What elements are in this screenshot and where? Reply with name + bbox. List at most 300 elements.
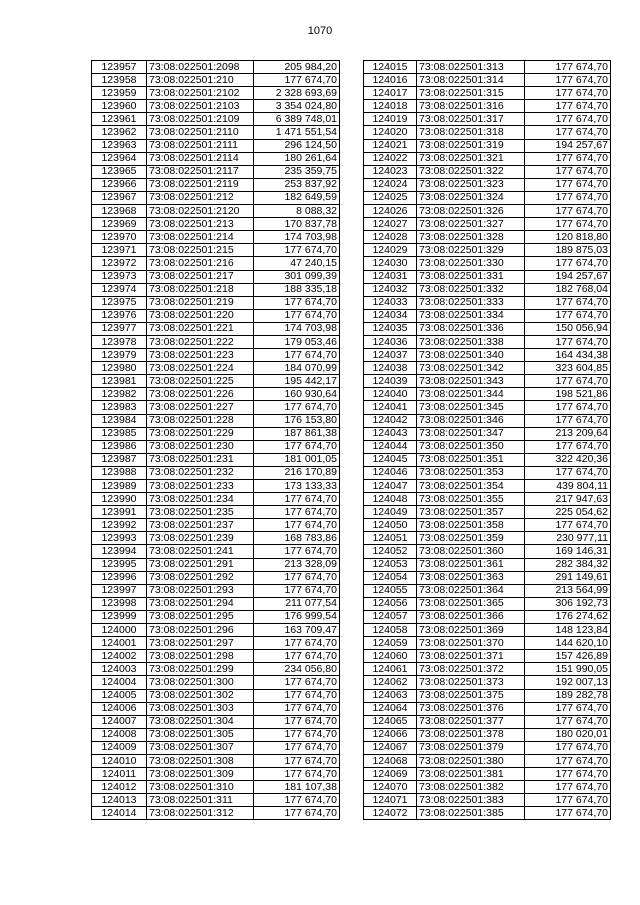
value-cell: 177 674,70 bbox=[525, 165, 611, 178]
value-cell: 194 257,67 bbox=[525, 139, 611, 152]
table-row bbox=[364, 87, 611, 100]
table-row bbox=[92, 466, 340, 479]
value-cell: 211 077,54 bbox=[254, 597, 340, 610]
table-row bbox=[92, 139, 340, 152]
cadastral-number-cell: 73:08:022501:305 bbox=[147, 728, 254, 741]
record-number-cell: 123982 bbox=[92, 388, 147, 401]
table-row bbox=[364, 244, 611, 257]
record-number-cell: 124025 bbox=[364, 191, 417, 204]
record-number-cell: 124020 bbox=[364, 126, 417, 139]
table-row bbox=[92, 637, 340, 650]
record-number-cell: 124009 bbox=[92, 741, 147, 754]
cadastral-number-cell: 73:08:022501:230 bbox=[147, 440, 254, 453]
table-row bbox=[364, 362, 611, 375]
record-number-cell: 124047 bbox=[364, 480, 417, 493]
table-row bbox=[92, 597, 340, 610]
cadastral-number-cell: 73:08:022501:382 bbox=[417, 781, 525, 794]
table-row bbox=[92, 113, 340, 126]
value-cell: 439 804,11 bbox=[525, 480, 611, 493]
record-number-cell: 124069 bbox=[364, 768, 417, 781]
table-row bbox=[92, 715, 340, 728]
record-number-cell: 124068 bbox=[364, 754, 417, 767]
record-number-cell: 124038 bbox=[364, 362, 417, 375]
cadastral-number-cell: 73:08:022501:297 bbox=[147, 637, 254, 650]
table-row bbox=[92, 152, 340, 165]
record-number-cell: 123970 bbox=[92, 231, 147, 244]
record-number-cell: 124049 bbox=[364, 506, 417, 519]
record-number-cell: 124013 bbox=[92, 794, 147, 807]
table-row bbox=[92, 440, 340, 453]
value-cell: 282 384,32 bbox=[525, 558, 611, 571]
value-cell: 177 674,70 bbox=[254, 349, 340, 362]
cadastral-number-cell: 73:08:022501:219 bbox=[147, 296, 254, 309]
record-number-cell: 124027 bbox=[364, 218, 417, 231]
table-row bbox=[364, 650, 611, 663]
cadastral-number-cell: 73:08:022501:2114 bbox=[147, 152, 254, 165]
cadastral-number-cell: 73:08:022501:215 bbox=[147, 244, 254, 257]
value-cell: 177 674,70 bbox=[525, 401, 611, 414]
table-row bbox=[92, 558, 340, 571]
table-row bbox=[364, 205, 611, 218]
table-row bbox=[364, 427, 611, 440]
value-cell: 296 124,50 bbox=[254, 139, 340, 152]
table-row bbox=[92, 100, 340, 113]
value-cell: 177 674,70 bbox=[525, 807, 611, 820]
cadastral-number-cell: 73:08:022501:357 bbox=[417, 506, 525, 519]
record-number-cell: 124039 bbox=[364, 375, 417, 388]
record-number-cell: 124006 bbox=[92, 702, 147, 715]
cadastral-number-cell: 73:08:022501:291 bbox=[147, 558, 254, 571]
table-row bbox=[364, 781, 611, 794]
value-cell: 177 674,70 bbox=[254, 244, 340, 257]
record-number-cell: 123967 bbox=[92, 191, 147, 204]
cadastral-number-cell: 73:08:022501:308 bbox=[147, 754, 254, 767]
cadastral-number-cell: 73:08:022501:2103 bbox=[147, 100, 254, 113]
table-row bbox=[92, 270, 340, 283]
cadastral-number-cell: 73:08:022501:220 bbox=[147, 309, 254, 322]
value-cell: 177 674,70 bbox=[254, 309, 340, 322]
cadastral-number-cell: 73:08:022501:316 bbox=[417, 100, 525, 113]
cadastral-number-cell: 73:08:022501:355 bbox=[417, 493, 525, 506]
table-row bbox=[364, 191, 611, 204]
table-row bbox=[364, 610, 611, 623]
table-row bbox=[364, 519, 611, 532]
value-cell: 177 674,70 bbox=[254, 702, 340, 715]
table-row bbox=[364, 375, 611, 388]
cadastral-number-cell: 73:08:022501:314 bbox=[417, 74, 525, 87]
table-row bbox=[364, 349, 611, 362]
record-number-cell: 124061 bbox=[364, 663, 417, 676]
value-cell: 177 674,70 bbox=[254, 440, 340, 453]
table-row bbox=[92, 427, 340, 440]
value-cell: 177 674,70 bbox=[525, 152, 611, 165]
value-cell: 177 674,70 bbox=[525, 205, 611, 218]
table-row bbox=[364, 558, 611, 571]
cadastral-number-cell: 73:08:022501:332 bbox=[417, 283, 525, 296]
record-number-cell: 123966 bbox=[92, 178, 147, 191]
value-cell: 177 674,70 bbox=[254, 794, 340, 807]
value-cell: 177 674,70 bbox=[254, 741, 340, 754]
cadastral-number-cell: 73:08:022501:354 bbox=[417, 480, 525, 493]
cadastral-number-cell: 73:08:022501:2102 bbox=[147, 87, 254, 100]
cadastral-number-cell: 73:08:022501:350 bbox=[417, 440, 525, 453]
value-cell: 176 999,54 bbox=[254, 610, 340, 623]
cadastral-number-cell: 73:08:022501:2109 bbox=[147, 113, 254, 126]
value-cell: 323 604,85 bbox=[525, 362, 611, 375]
value-cell: 177 674,70 bbox=[254, 506, 340, 519]
value-cell: 120 818,80 bbox=[525, 231, 611, 244]
record-number-cell: 123959 bbox=[92, 87, 147, 100]
cadastral-table-right bbox=[363, 60, 611, 820]
cadastral-number-cell: 73:08:022501:223 bbox=[147, 349, 254, 362]
cadastral-number-cell: 73:08:022501:321 bbox=[417, 152, 525, 165]
table-row bbox=[364, 178, 611, 191]
record-number-cell: 124015 bbox=[364, 61, 417, 74]
record-number-cell: 123971 bbox=[92, 244, 147, 257]
value-cell: 177 674,70 bbox=[254, 637, 340, 650]
value-cell: 192 007,13 bbox=[525, 676, 611, 689]
record-number-cell: 124072 bbox=[364, 807, 417, 820]
value-cell: 291 149,61 bbox=[525, 571, 611, 584]
table-row bbox=[364, 754, 611, 767]
record-number-cell: 124070 bbox=[364, 781, 417, 794]
record-number-cell: 123999 bbox=[92, 610, 147, 623]
cadastral-number-cell: 73:08:022501:330 bbox=[417, 257, 525, 270]
cadastral-number-cell: 73:08:022501:364 bbox=[417, 584, 525, 597]
table-row bbox=[364, 676, 611, 689]
cadastral-number-cell: 73:08:022501:2098 bbox=[147, 61, 254, 74]
record-number-cell: 124051 bbox=[364, 532, 417, 545]
table-row bbox=[92, 624, 340, 637]
value-cell: 177 674,70 bbox=[525, 309, 611, 322]
value-cell: 177 674,70 bbox=[525, 218, 611, 231]
record-number-cell: 124063 bbox=[364, 689, 417, 702]
value-cell: 177 674,70 bbox=[525, 74, 611, 87]
record-number-cell: 124033 bbox=[364, 296, 417, 309]
cadastral-number-cell: 73:08:022501:342 bbox=[417, 362, 525, 375]
cadastral-number-cell: 73:08:022501:241 bbox=[147, 545, 254, 558]
table-row bbox=[92, 388, 340, 401]
cadastral-number-cell: 73:08:022501:324 bbox=[417, 191, 525, 204]
cadastral-number-cell: 73:08:022501:310 bbox=[147, 781, 254, 794]
table-row bbox=[364, 296, 611, 309]
value-cell: 225 054,62 bbox=[525, 506, 611, 519]
record-number-cell: 123972 bbox=[92, 257, 147, 270]
cadastral-number-cell: 73:08:022501:292 bbox=[147, 571, 254, 584]
record-number-cell: 124055 bbox=[364, 584, 417, 597]
table-row bbox=[92, 702, 340, 715]
cadastral-number-cell: 73:08:022501:363 bbox=[417, 571, 525, 584]
value-cell: 170 837,78 bbox=[254, 218, 340, 231]
cadastral-number-cell: 73:08:022501:312 bbox=[147, 807, 254, 820]
value-cell: 188 335,18 bbox=[254, 283, 340, 296]
table-row bbox=[364, 61, 611, 74]
record-number-cell: 124054 bbox=[364, 571, 417, 584]
value-cell: 213 328,09 bbox=[254, 558, 340, 571]
value-cell: 177 674,70 bbox=[525, 794, 611, 807]
table-row bbox=[92, 414, 340, 427]
table-row bbox=[364, 414, 611, 427]
value-cell: 157 426,89 bbox=[525, 650, 611, 663]
record-number-cell: 124052 bbox=[364, 545, 417, 558]
record-number-cell: 124004 bbox=[92, 676, 147, 689]
table-row bbox=[92, 650, 340, 663]
value-cell: 177 674,70 bbox=[254, 545, 340, 558]
cadastral-number-cell: 73:08:022501:345 bbox=[417, 401, 525, 414]
value-cell: 181 107,38 bbox=[254, 781, 340, 794]
value-cell: 213 209,64 bbox=[525, 427, 611, 440]
record-number-cell: 124060 bbox=[364, 650, 417, 663]
table-row bbox=[92, 191, 340, 204]
table-row bbox=[92, 676, 340, 689]
table-row bbox=[364, 453, 611, 466]
table-row bbox=[364, 126, 611, 139]
table-row bbox=[92, 453, 340, 466]
value-cell: 3 354 024,80 bbox=[254, 100, 340, 113]
table-row bbox=[92, 205, 340, 218]
value-cell: 253 837,92 bbox=[254, 178, 340, 191]
cadastral-number-cell: 73:08:022501:225 bbox=[147, 375, 254, 388]
table-row bbox=[364, 309, 611, 322]
value-cell: 168 783,86 bbox=[254, 532, 340, 545]
record-number-cell: 123983 bbox=[92, 401, 147, 414]
table-row bbox=[92, 126, 340, 139]
value-cell: 217 947,63 bbox=[525, 493, 611, 506]
table-row bbox=[92, 584, 340, 597]
record-number-cell: 123984 bbox=[92, 414, 147, 427]
record-number-cell: 124002 bbox=[92, 650, 147, 663]
cadastral-number-cell: 73:08:022501:2110 bbox=[147, 126, 254, 139]
record-number-cell: 124056 bbox=[364, 597, 417, 610]
record-number-cell: 124008 bbox=[92, 728, 147, 741]
table-row bbox=[364, 480, 611, 493]
value-cell: 47 240,15 bbox=[254, 257, 340, 270]
record-number-cell: 123973 bbox=[92, 270, 147, 283]
record-number-cell: 124042 bbox=[364, 414, 417, 427]
value-cell: 2 328 693,69 bbox=[254, 87, 340, 100]
value-cell: 177 674,70 bbox=[525, 440, 611, 453]
record-number-cell: 123960 bbox=[92, 100, 147, 113]
table-row bbox=[364, 624, 611, 637]
record-number-cell: 123993 bbox=[92, 532, 147, 545]
record-number-cell: 124037 bbox=[364, 349, 417, 362]
record-number-cell: 123957 bbox=[92, 61, 147, 74]
value-cell: 148 123,84 bbox=[525, 624, 611, 637]
record-number-cell: 124040 bbox=[364, 388, 417, 401]
cadastral-number-cell: 73:08:022501:338 bbox=[417, 335, 525, 348]
value-cell: 176 274,62 bbox=[525, 610, 611, 623]
record-number-cell: 124044 bbox=[364, 440, 417, 453]
table-row bbox=[364, 728, 611, 741]
record-number-cell: 123981 bbox=[92, 375, 147, 388]
value-cell: 306 192,73 bbox=[525, 597, 611, 610]
cadastral-number-cell: 73:08:022501:383 bbox=[417, 794, 525, 807]
cadastral-number-cell: 73:08:022501:213 bbox=[147, 218, 254, 231]
table-row bbox=[364, 794, 611, 807]
cadastral-number-cell: 73:08:022501:2119 bbox=[147, 178, 254, 191]
record-number-cell: 124016 bbox=[364, 74, 417, 87]
table-row bbox=[92, 689, 340, 702]
value-cell: 177 674,70 bbox=[254, 519, 340, 532]
value-cell: 177 674,70 bbox=[525, 61, 611, 74]
record-number-cell: 124046 bbox=[364, 466, 417, 479]
cadastral-number-cell: 73:08:022501:376 bbox=[417, 702, 525, 715]
value-cell: 177 674,70 bbox=[525, 113, 611, 126]
table-row bbox=[364, 100, 611, 113]
record-number-cell: 123962 bbox=[92, 126, 147, 139]
cadastral-number-cell: 73:08:022501:370 bbox=[417, 637, 525, 650]
value-cell: 177 674,70 bbox=[525, 414, 611, 427]
cadastral-number-cell: 73:08:022501:373 bbox=[417, 676, 525, 689]
record-number-cell: 124034 bbox=[364, 309, 417, 322]
cadastral-number-cell: 73:08:022501:327 bbox=[417, 218, 525, 231]
table-body-left bbox=[92, 61, 340, 820]
record-number-cell: 124030 bbox=[364, 257, 417, 270]
cadastral-number-cell: 73:08:022501:296 bbox=[147, 624, 254, 637]
table-row bbox=[92, 480, 340, 493]
cadastral-number-cell: 73:08:022501:319 bbox=[417, 139, 525, 152]
table-row bbox=[364, 388, 611, 401]
cadastral-number-cell: 73:08:022501:369 bbox=[417, 624, 525, 637]
table-row bbox=[92, 754, 340, 767]
record-number-cell: 124024 bbox=[364, 178, 417, 191]
table-row bbox=[364, 322, 611, 335]
value-cell: 177 674,70 bbox=[254, 571, 340, 584]
value-cell: 182 768,04 bbox=[525, 283, 611, 296]
value-cell: 177 674,70 bbox=[525, 87, 611, 100]
table-row bbox=[364, 493, 611, 506]
cadastral-number-cell: 73:08:022501:293 bbox=[147, 584, 254, 597]
cadastral-number-cell: 73:08:022501:2120 bbox=[147, 205, 254, 218]
cadastral-number-cell: 73:08:022501:311 bbox=[147, 794, 254, 807]
cadastral-number-cell: 73:08:022501:239 bbox=[147, 532, 254, 545]
cadastral-number-cell: 73:08:022501:381 bbox=[417, 768, 525, 781]
value-cell: 195 442,17 bbox=[254, 375, 340, 388]
value-cell: 176 153,80 bbox=[254, 414, 340, 427]
record-number-cell: 123968 bbox=[92, 205, 147, 218]
table-row bbox=[364, 257, 611, 270]
cadastral-number-cell: 73:08:022501:377 bbox=[417, 715, 525, 728]
value-cell: 177 674,70 bbox=[525, 126, 611, 139]
value-cell: 180 261,64 bbox=[254, 152, 340, 165]
cadastral-number-cell: 73:08:022501:379 bbox=[417, 741, 525, 754]
value-cell: 177 674,70 bbox=[525, 754, 611, 767]
cadastral-number-cell: 73:08:022501:212 bbox=[147, 191, 254, 204]
value-cell: 177 674,70 bbox=[525, 191, 611, 204]
value-cell: 177 674,70 bbox=[525, 335, 611, 348]
cadastral-number-cell: 73:08:022501:318 bbox=[417, 126, 525, 139]
table-row bbox=[364, 113, 611, 126]
record-number-cell: 123998 bbox=[92, 597, 147, 610]
record-number-cell: 124045 bbox=[364, 453, 417, 466]
cadastral-number-cell: 73:08:022501:237 bbox=[147, 519, 254, 532]
record-number-cell: 124005 bbox=[92, 689, 147, 702]
table-row bbox=[92, 335, 340, 348]
value-cell: 230 977,11 bbox=[525, 532, 611, 545]
value-cell: 177 674,70 bbox=[254, 584, 340, 597]
record-number-cell: 124022 bbox=[364, 152, 417, 165]
value-cell: 1 471 551,54 bbox=[254, 126, 340, 139]
cadastral-number-cell: 73:08:022501:340 bbox=[417, 349, 525, 362]
value-cell: 322 420,36 bbox=[525, 453, 611, 466]
table-row bbox=[364, 401, 611, 414]
record-number-cell: 124050 bbox=[364, 519, 417, 532]
value-cell: 177 674,70 bbox=[525, 741, 611, 754]
record-number-cell: 124000 bbox=[92, 624, 147, 637]
table-row bbox=[92, 506, 340, 519]
record-number-cell: 124059 bbox=[364, 637, 417, 650]
table-row bbox=[92, 322, 340, 335]
cadastral-number-cell: 73:08:022501:294 bbox=[147, 597, 254, 610]
record-number-cell: 124029 bbox=[364, 244, 417, 257]
value-cell: 189 875,03 bbox=[525, 244, 611, 257]
record-number-cell: 124041 bbox=[364, 401, 417, 414]
value-cell: 177 674,70 bbox=[525, 178, 611, 191]
value-cell: 144 620,10 bbox=[525, 637, 611, 650]
table-row bbox=[92, 401, 340, 414]
table-row bbox=[92, 728, 340, 741]
cadastral-number-cell: 73:08:022501:385 bbox=[417, 807, 525, 820]
cadastral-number-cell: 73:08:022501:366 bbox=[417, 610, 525, 623]
table-row bbox=[364, 532, 611, 545]
cadastral-number-cell: 73:08:022501:295 bbox=[147, 610, 254, 623]
cadastral-number-cell: 73:08:022501:333 bbox=[417, 296, 525, 309]
record-number-cell: 124028 bbox=[364, 231, 417, 244]
table-row bbox=[364, 689, 611, 702]
value-cell: 177 674,70 bbox=[525, 768, 611, 781]
cadastral-number-cell: 73:08:022501:231 bbox=[147, 453, 254, 466]
table-row bbox=[92, 74, 340, 87]
table-row bbox=[92, 532, 340, 545]
cadastral-number-cell: 73:08:022501:343 bbox=[417, 375, 525, 388]
record-number-cell: 123964 bbox=[92, 152, 147, 165]
record-number-cell: 124066 bbox=[364, 728, 417, 741]
table-row bbox=[364, 440, 611, 453]
table-row bbox=[364, 768, 611, 781]
value-cell: 6 389 748,01 bbox=[254, 113, 340, 126]
value-cell: 189 282,78 bbox=[525, 689, 611, 702]
value-cell: 173 133,33 bbox=[254, 480, 340, 493]
value-cell: 213 564,99 bbox=[525, 584, 611, 597]
cadastral-number-cell: 73:08:022501:365 bbox=[417, 597, 525, 610]
record-number-cell: 123987 bbox=[92, 453, 147, 466]
value-cell: 177 674,70 bbox=[254, 493, 340, 506]
cadastral-number-cell: 73:08:022501:2111 bbox=[147, 139, 254, 152]
record-number-cell: 123997 bbox=[92, 584, 147, 597]
cadastral-number-cell: 73:08:022501:309 bbox=[147, 768, 254, 781]
record-number-cell: 124010 bbox=[92, 754, 147, 767]
record-number-cell: 123990 bbox=[92, 493, 147, 506]
record-number-cell: 123980 bbox=[92, 362, 147, 375]
table-row bbox=[92, 87, 340, 100]
value-cell: 194 257,67 bbox=[525, 270, 611, 283]
table-row bbox=[364, 545, 611, 558]
value-cell: 205 984,20 bbox=[254, 61, 340, 74]
table-row bbox=[364, 702, 611, 715]
page-number: 1070 bbox=[307, 25, 333, 37]
table-row bbox=[364, 139, 611, 152]
value-cell: 177 674,70 bbox=[254, 728, 340, 741]
record-number-cell: 124058 bbox=[364, 624, 417, 637]
value-cell: 181 001,05 bbox=[254, 453, 340, 466]
table-row bbox=[364, 807, 611, 820]
table-row bbox=[92, 349, 340, 362]
value-cell: 177 674,70 bbox=[525, 715, 611, 728]
table-row bbox=[364, 74, 611, 87]
table-row bbox=[92, 807, 340, 820]
table-row bbox=[92, 309, 340, 322]
cadastral-number-cell: 73:08:022501:371 bbox=[417, 650, 525, 663]
